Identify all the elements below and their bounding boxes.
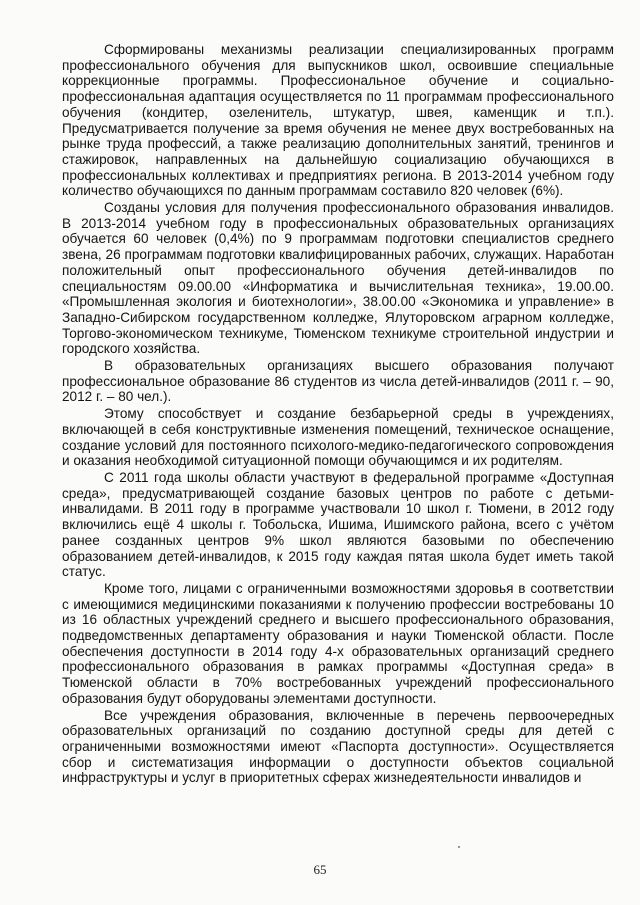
paragraph-disabled-education-conditions: Созданы условия для получения профессионального образования инвалидов. В 2013-2014 учебном году в профессиональных образовательных организациях обучается 60 человек (0,4%) по 9 программам подготовки специалистов среднего звена, 26 программам подготовки квалифицированных рабочих, служащих. Наработан положительный опыт профессионального обучения детей-инвалидов по специальностям 09.00.00 «Информатика и вычислительная техника», 19.00.00. «Промышленная экология и биотехнологии», 38.00.00 «Экономика и управление» в Западно-Сибирском государственном колледже, Ялуторовском аграрном колледже, Торгово-экономическом техникуме, Тюменском техникуме строительной индустрии и городского хозяйства. [62,200,614,357]
paragraph-barrier-free-environment: Этому способствует и создание безбарьерной среды в учреждениях, включающей в себя конструктивные изменения помещений, техническое оснащение, создание условий для постоянного психолого-медико-педагогического сопровождения и оказания необходимой ситуационной помощи обучающимся и их родителям. [62,406,614,469]
paragraph-accessibility-passports: Все учреждения образования, включенные в перечень первоочередных образовательных организаций по созданию доступной среды для детей с ограниченными возможностями имеют «Паспорта доступности». Осуществляется сбор и систематизация информации о доступности объектов социальной инфраструктуры и услуг в приоритетных сферах жизнедеятельности инвалидов и [62,707,614,786]
paragraph-accessible-environment-program: С 2011 года школы области участвуют в федеральной программе «Доступная среда», предусматривающей создание базовых центров по работе с детьми-инвалидами. В 2011 году в программе участвовали 10 школ г. Тюмени, в 2012 году включились ещё 4 школы г. Тобольска, Ишима, Ишимского района, всего с учётом ранее созданных центров 9% школ являются базовыми по обеспечению образованием детей-инвалидов, к 2015 году каждая пятая школа будет иметь такой статус. [62,469,614,580]
page-number: 65 [313,862,327,877]
paragraph-specialized-programs: Сформированы механизмы реализации специализированных программ профессионального обучения для выпускников школ, освоившие специальные коррекционные программы. Профессиональное обучение и социально-профессиональная адаптация осуществляется по 11 программам профессионального обучения (кондитер, озеленитель, штукатур, швея, каменщик и т.п.). Предусматривается получение за время обучения не менее двух востребованных на рынке труда профессий, а также реализацию дополнительных занятий, тренингов и стажировок, направленных на дальнейшую социализацию обучающихся в профессиональных коллективах и предприятиях региона. В 2013-2014 учебном году количество обучающихся по данным программам составило 820 человек (6%). [62,42,614,199]
scan-artifact-dot [458,846,460,848]
paragraph-higher-education: В образовательных организациях высшего образования получают профессиональное образование 86 студентов из числа детей-инвалидов (2011 г. – 90, 2012 г. – 80 чел.). [62,358,614,405]
paragraph-limited-abilities: Кроме того, лицами с ограниченными возможностями здоровья в соответствии с имеющимися медицинскими показаниями к получению профессии востребованы 10 из 16 областных учреждений среднего и высшего профессионального образования, подведомственных департаменту образования и науки Тюменской области. После обеспечения доступности в 2014 году 4-х образовательных организаций среднего профессионального образования в рамках программы «Доступная среда» в Тюменской области в 70% востребованных учреждений профессионального образования будут оборудованы элементами доступности. [62,580,614,706]
